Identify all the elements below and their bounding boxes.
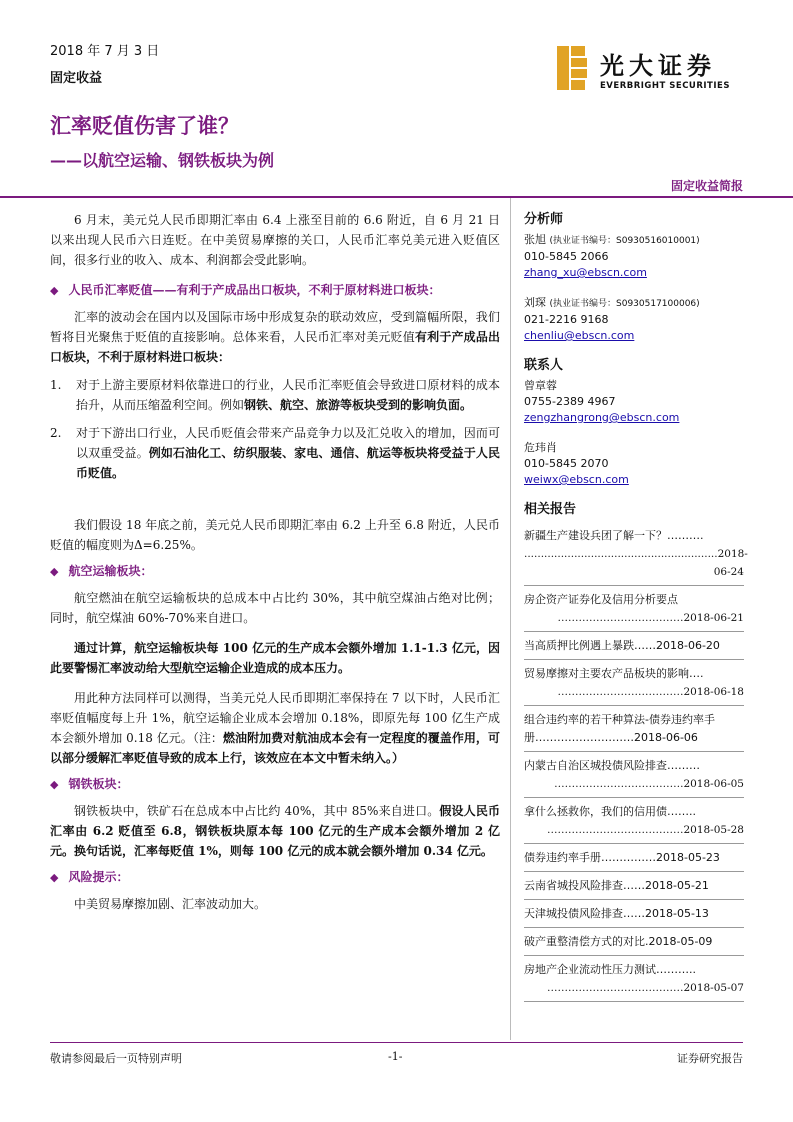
- diamond-bullet-icon: ◆: [50, 565, 59, 578]
- contact-name: 曾章蓉: [524, 379, 557, 392]
- report-item[interactable]: 房地产企业流动性压力测试……….. …………………………………2018-05-07: [524, 956, 744, 1002]
- footer-divider: [50, 1042, 743, 1043]
- report-item[interactable]: 天津城投债风险排查……2018-05-13: [524, 900, 744, 928]
- analyst-cert: (执业证书编号：S0930517100006): [549, 299, 700, 309]
- logo-english-text: EVERBRIGHT SECURITIES: [600, 81, 730, 91]
- analyst-card: [524, 232, 744, 281]
- contact-name: 危玮肖: [524, 441, 557, 454]
- analyst-email-link[interactable]: chenliu@ebscn.com: [524, 329, 635, 342]
- assumption-paragraph: 我们假设 18 年底之前，美元兑人民币即期汇率由 6.2 上升至 6.8 附近，人民币贬值的幅度则为Δ=6.25%。: [50, 518, 500, 552]
- paragraph: 通过计算，航空运输板块每 100 亿元的生产成本会额外增加 1.1-1.3 亿元，因此要警惕汇率波动给大型航空运输企业造成的成本压力。: [50, 641, 500, 675]
- report-date: 2018 年 7 月 3 日: [50, 44, 160, 59]
- diamond-bullet-icon: ◆: [50, 778, 59, 791]
- report-item[interactable]: 内蒙古自治区城投债风险排查……… ……………………………….2018-06-05: [524, 752, 744, 798]
- analyst-name: 张旭: [524, 233, 546, 246]
- list-item-1: 1. 对于上游主要原材料依靠进口的行业，人民币汇率贬值会导致进口原材料的成本抬升，从而压缩盈利空间。例如钢铁、航空、旅游等板块受到的影响负面。: [50, 378, 500, 412]
- contact-card: [524, 378, 744, 426]
- main-body: [50, 210, 500, 914]
- contact-email-link[interactable]: zengzhangrong@ebscn.com: [524, 411, 680, 424]
- section-heading-rmb: ◆ 人民币汇率贬值——有利于产成品出口板块，不利于原材料进口板块：: [50, 280, 500, 301]
- footer-report-label: 证券研究报告: [677, 1052, 743, 1065]
- report-item[interactable]: 贸易摩擦对主要农产品板块的影响…. ………………………………2018-06-18: [524, 660, 744, 706]
- analyst-email-link[interactable]: zhang_xu@ebscn.com: [524, 266, 647, 279]
- everbright-logo-icon: [555, 44, 589, 92]
- paragraph: 汇率的波动会在国内以及国际市场中形成复杂的联动效应，受到篇幅所限，我们暂将目光聚焦于贬值的直接影响。总体来看，人民币汇率对美元贬值有利于产成品出口板块，不利于原材料进口板块：: [50, 310, 500, 364]
- company-logo: [555, 44, 755, 96]
- analyst-name: 刘琛: [524, 296, 546, 309]
- analyst-phone: 010-5845 2066: [524, 250, 609, 263]
- report-item[interactable]: 房企资产证券化及信用分析要点 ………………………………2018-06-21: [524, 586, 744, 632]
- paragraph: 航空燃油在航空运输板块的总成本中占比约 30%，其中航空煤油占绝对比例；同时，航空煤油 60%-70%来自进口。: [50, 591, 500, 625]
- paragraph: 钢铁板块中，铁矿石在总成本中占比约 40%，其中 85%来自进口。假设人民币汇率由 6.2 贬值至 6.8，钢铁板块原本每 100 亿元的生产成本会额外增加 2 亿元。换句话说，汇率每贬值 1%，则每 100 亿元的成本就会额外增加 0.34 亿元。: [50, 804, 500, 858]
- contact-card: [524, 440, 744, 488]
- logo-chinese-text: 光大证券: [600, 51, 716, 80]
- section-heading-aviation: ◆ 航空运输板块：: [50, 561, 500, 582]
- diamond-bullet-icon: ◆: [50, 284, 59, 297]
- contact-phone: 0755-2389 4967: [524, 395, 616, 408]
- paragraph: 中美贸易摩擦加剧、汇率波动加大。: [74, 897, 267, 911]
- related-reports-title: 相关报告: [524, 502, 577, 517]
- related-reports-list: [524, 522, 748, 1002]
- page-subtitle: ——以航空运输、钢铁板块为例: [50, 151, 275, 170]
- page-title: 汇率贬值伤害了谁？: [50, 114, 239, 138]
- header-divider: [0, 196, 793, 198]
- section-heading-steel: ◆ 钢铁板块：: [50, 774, 500, 795]
- report-item[interactable]: 当高质押比例遇上暴跌……2018-06-20: [524, 632, 744, 660]
- sidebar: [524, 212, 748, 1002]
- list-item-2: 2. 对于下游出口行业，人民币贬值会带来产品竞争力以及汇兑收入的增加，因而可以双重受益。例如石油化工、纺织服装、家电、通信、航运等板块将受益于人民币贬值。: [50, 426, 500, 480]
- report-type: 固定收益简报: [670, 179, 743, 193]
- report-item[interactable]: 新疆生产建设兵团了解一下？………. ..........................................................2018-06-24: [524, 522, 744, 586]
- report-item[interactable]: 破产重整清偿方式的对比.2018-05-09: [524, 928, 744, 956]
- section-heading-risk: ◆ 风险提示：: [50, 867, 500, 888]
- contacts-title: 联系人: [524, 358, 564, 373]
- column-divider: [510, 198, 511, 1040]
- intro-paragraph: 6 月末，美元兑人民币即期汇率由 6.4 上涨至目前的 6.6 附近，自 6 月 21 日以来出现人民币六日连贬。在中美贸易摩擦的关口，人民币汇率兑美元进入贬值区间，很多行业的收入、成本、利润都会受此影响。: [50, 213, 500, 267]
- report-item[interactable]: 债券违约率手册……………2018-05-23: [524, 844, 744, 872]
- diamond-bullet-icon: ◆: [50, 871, 59, 884]
- report-item[interactable]: 云南省城投风险排查……2018-05-21: [524, 872, 744, 900]
- analyst-card: [524, 295, 744, 344]
- analyst-cert: (执业证书编号：S0930516010001): [549, 236, 700, 246]
- analysts-title: 分析师: [524, 212, 564, 227]
- report-item[interactable]: 组合违约率的若干种算法-债券违约率手册………………………2018-06-06: [524, 706, 744, 752]
- contact-phone: 010-5845 2070: [524, 457, 609, 470]
- contact-email-link[interactable]: weiwx@ebscn.com: [524, 473, 629, 486]
- analyst-phone: 021-2216 9168: [524, 313, 609, 326]
- page-number: -1-: [388, 1050, 403, 1063]
- paragraph: 用此种方法同样可以测得，当美元兑人民币即期汇率保持在 7 以下时，人民币汇率贬值幅度每上升 1%，航空运输企业成本会增加 0.18%，即原先每 100 亿生产成本会额外增加 0.18 亿元。（注：燃油附加费对航油成本会有一定程度的覆盖作用，可以部分缓解汇率贬值导致的成本上行，该效应在本文中暂未纳入。）: [50, 691, 500, 765]
- report-item[interactable]: 拿什么拯救你，我们的信用债…….. …………………………………2018-05-28: [524, 798, 744, 844]
- footer-disclaimer: 敬请参阅最后一页特别声明: [50, 1052, 182, 1065]
- report-category: 固定收益: [50, 71, 103, 86]
